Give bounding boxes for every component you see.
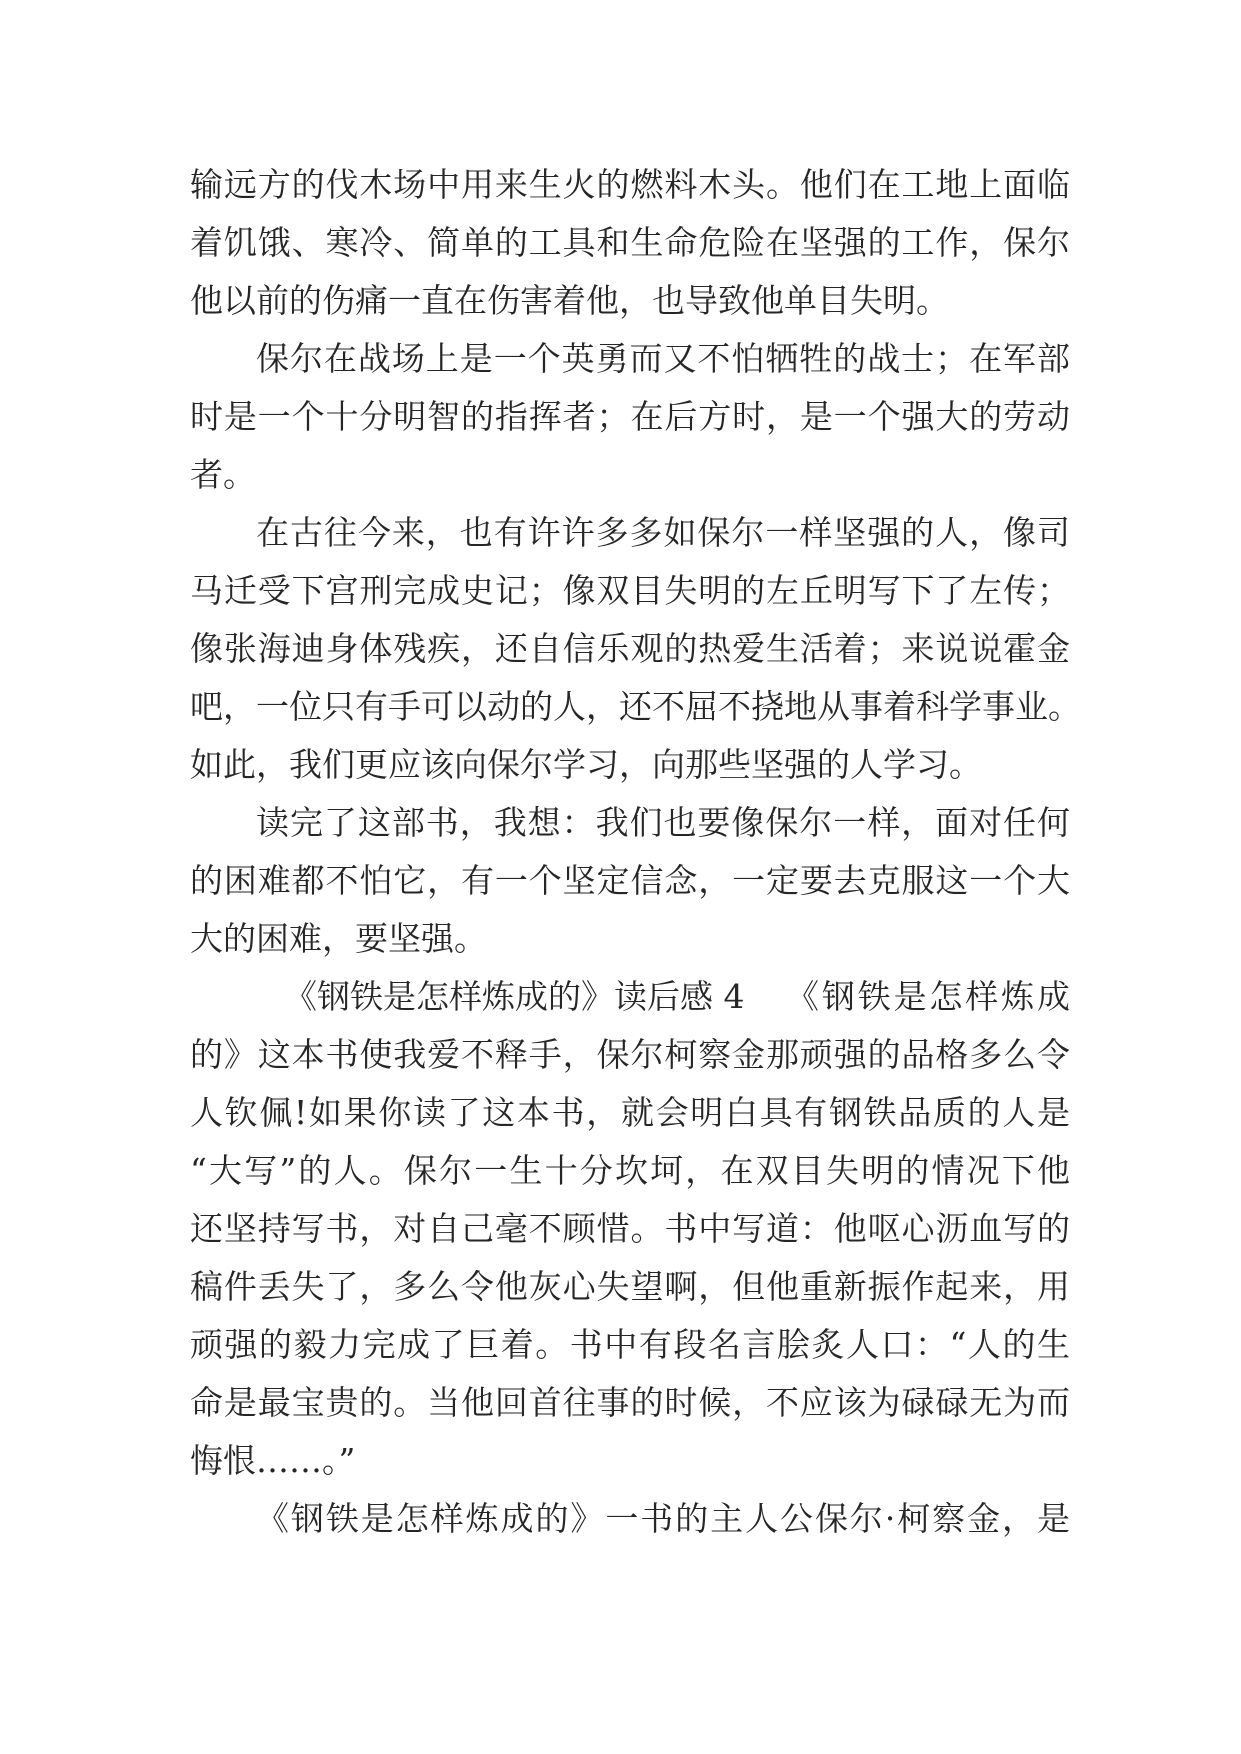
text-line: 大的困难，要坚强。: [190, 919, 487, 958]
text-line: 稿件丢失了，多么令他灰心失望啊，但他重新振作起来，用: [190, 1267, 1070, 1306]
text-line: 输远方的伐木场中用来生火的燃料木头。他们在工地上面临: [190, 165, 1070, 204]
text-line: 像张海迪身体残疾，还自信乐观的热爱生活着；来说说霍金: [190, 629, 1070, 668]
text-line: 命是最宝贵的。当他回首往事的时候，不应该为碌碌无为而: [190, 1383, 1070, 1422]
text-line: 马迁受下宫刑完成史记；像双目失明的左丘明写下了左传；: [190, 571, 1070, 610]
text-line: 顽强的毅力完成了巨着。书中有段名言脍炙人口：“人的生: [190, 1325, 1070, 1364]
text-line: 人钦佩!如果你读了这本书，就会明白具有钢铁品质的人是: [190, 1093, 1070, 1132]
text-line: 还坚持写书，对自己毫不顾惜。书中写道：他呕心沥血写的: [190, 1209, 1070, 1248]
text-line: 《钢铁是怎样炼成的》一书的主人公保尔·柯察金，是: [256, 1499, 1070, 1538]
text-line: “大写”的人。保尔一生十分坎坷，在双目失明的情况下他: [190, 1151, 1070, 1190]
text-line: 吧，一位只有手可以动的人，还不屈不挠地从事着科学事业。: [190, 687, 1081, 726]
text-line: 他以前的伤痛一直在伤害着他，也导致他单目失明。: [190, 281, 949, 320]
text-line: 在古往今来，也有许许多多如保尔一样坚强的人，像司: [256, 513, 1070, 552]
text-line: 者。: [190, 455, 256, 494]
section-heading: 《钢铁是怎样炼成的》读后感 4: [284, 977, 745, 1016]
text-line: 保尔在战场上是一个英勇而又不怕牺牲的战士；在军部: [256, 339, 1070, 378]
text-line: 的》这本书使我爱不释手，保尔柯察金那顽强的品格多么令: [190, 1035, 1070, 1074]
text-line: 《钢铁是怎样炼成: [786, 977, 1070, 1016]
text-line: 如此，我们更应该向保尔学习，向那些坚强的人学习。: [190, 745, 982, 784]
text-line: 悔恨……。”: [190, 1441, 356, 1480]
text-line: 的困难都不怕它，有一个坚定信念，一定要去克服这一个大: [190, 861, 1070, 900]
text-line: 读完了这部书，我想：我们也要像保尔一样，面对任何: [256, 803, 1070, 842]
text-line: 时是一个十分明智的指挥者；在后方时，是一个强大的劳动: [190, 397, 1070, 436]
text-line: 着饥饿、寒冷、简单的工具和生命危险在坚强的工作，保尔: [190, 223, 1070, 262]
